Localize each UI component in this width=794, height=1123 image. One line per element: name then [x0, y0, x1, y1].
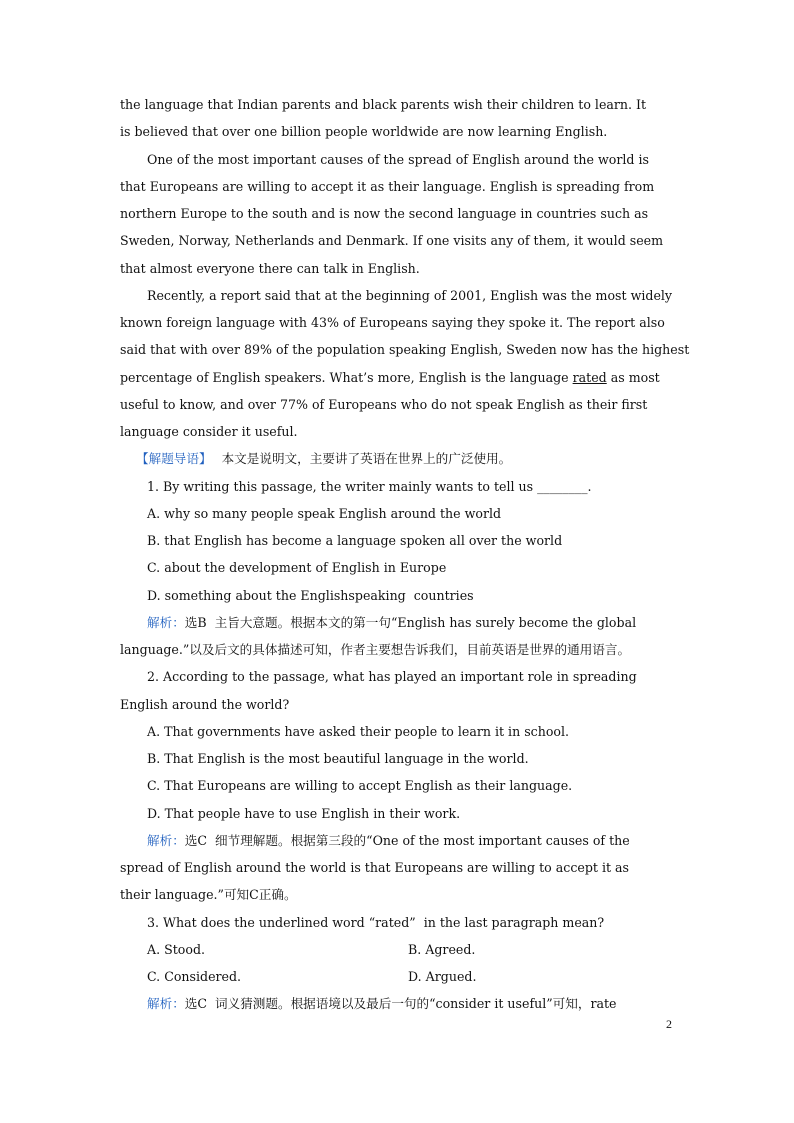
passage-line: One of the most important causes of the spread of English around the world is: [147, 152, 649, 167]
option-b: B. That English is the most beautiful language in the world.: [147, 751, 529, 766]
guide-text: 本文是说明文，主要讲了英语在世界上的广泛使用。: [221, 451, 512, 466]
option-a: A. Stood.: [147, 942, 206, 957]
analysis-label: 解析：: [147, 833, 185, 848]
passage-text: as most: [606, 370, 660, 385]
passage-line: said that with over 89% of the population speaking English, Sweden now has the highest: [120, 342, 690, 357]
analysis-label: 解析：: [147, 996, 185, 1011]
analysis-line: [147, 996, 617, 1012]
passage-line: that almost everyone there can talk in English.: [120, 261, 420, 276]
analysis-line: spread of English around the world is that Europeans are willing to accept it as: [120, 860, 630, 875]
analysis-line: their language.”可知C正确。: [120, 887, 297, 902]
passage-line: Recently, a report said that at the beginning of 2001, English was the most widely: [147, 288, 673, 303]
option-a: A. why so many people speak English around the world: [147, 506, 502, 521]
passage-line: that Europeans are willing to accept it as their language. English is spreading from: [120, 179, 655, 194]
option-b: B. Agreed.: [408, 942, 476, 957]
question-stem: 1. By writing this passage, the writer mainly wants to tell us ________.: [147, 479, 592, 494]
passage-line: known foreign language with 43% of Europeans saying they spoke it. The report also: [120, 315, 665, 330]
passage-line: Sweden, Norway, Netherlands and Denmark. If one visits any of them, it would seem: [120, 233, 664, 248]
analysis-text: 选C 细节理解题。根据第三段的“One of the most important causes of the: [184, 833, 630, 848]
guide-label: 【解题导语】: [136, 451, 212, 466]
analysis-text: 选B 主旨大意题。根据本文的第一句“English has surely become the global: [184, 615, 637, 630]
question-stem: 2. According to the passage, what has played an important role in spreading: [147, 669, 637, 684]
option-b: B. that English has become a language spoken all over the world: [147, 533, 563, 548]
option-a: A. That governments have asked their people to learn it in school.: [147, 724, 570, 739]
passage-line: language consider it useful.: [120, 424, 298, 439]
analysis-line: [147, 615, 636, 631]
analysis-line: [147, 833, 630, 849]
page-number: 2: [666, 1017, 672, 1031]
option-c: C. That Europeans are willing to accept English as their language.: [147, 778, 573, 793]
question-stem: English around the world?: [120, 697, 290, 712]
passage-line: [120, 370, 660, 386]
option-d: D. something about the Englishspeaking countries: [147, 588, 474, 603]
analysis-line: language.”以及后文的具体描述可知，作者主要想告诉我们，目前英语是世界的通用语言。: [120, 642, 631, 657]
underlined-word: rated: [572, 370, 607, 385]
passage-line: useful to know, and over 77% of Europeans who do not speak English as their first: [120, 397, 648, 412]
analysis-text: 选C 词义猜测题。根据语境以及最后一句的“consider it useful”可知，rate: [184, 996, 617, 1011]
guide-line: [136, 451, 511, 467]
option-d: D. Argued.: [408, 969, 477, 984]
passage-text: percentage of English speakers. What’s more, English is the language: [120, 370, 573, 385]
option-d: D. That people have to use English in their work.: [147, 806, 461, 821]
option-c: C. about the development of English in Europe: [147, 560, 447, 575]
passage-line: is believed that over one billion people worldwide are now learning English.: [120, 124, 608, 139]
option-c: C. Considered.: [147, 969, 242, 984]
analysis-label: 解析：: [147, 615, 185, 630]
question-stem: 3. What does the underlined word “rated” in the last paragraph mean?: [147, 915, 605, 930]
passage-line: the language that Indian parents and black parents wish their children to learn. It: [120, 97, 647, 112]
passage-line: northern Europe to the south and is now the second language in countries such as: [120, 206, 649, 221]
